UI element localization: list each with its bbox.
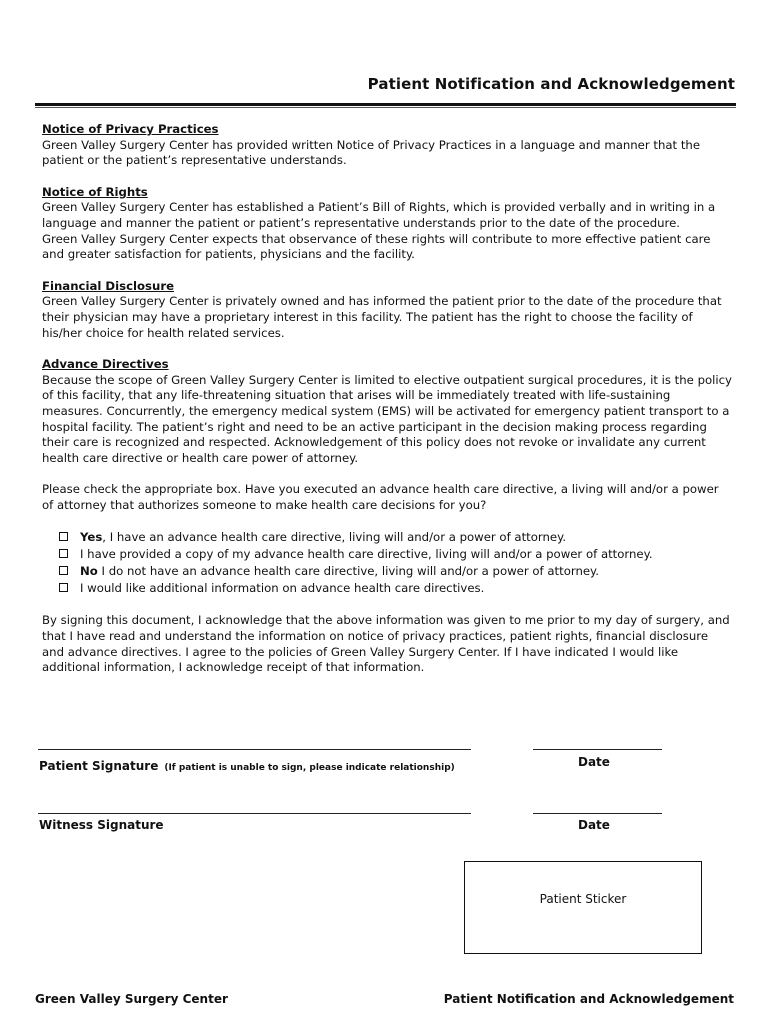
section-paragraph: Green Valley Surgery Center has established a Patient’s Bill of Rights, which is provided verbally and in writing in a language and manner the patient or patient’s representative understands prior to the date of the procedure. — [42, 200, 716, 230]
page-title: Patient Notification and Acknowledgement — [367, 75, 735, 93]
footer-organization: Green Valley Surgery Center — [35, 992, 228, 1006]
section-paragraph: Green Valley Surgery Center is privately owned and has informed the patient prior to the date of the procedure that their physician may have a proprietary interest in this facility. The patient has the right to choose the facility of his/her choice for health related services. — [42, 294, 722, 340]
witness-signature-label: Witness Signature — [39, 818, 164, 832]
option-text: I would like additional information on advance health care directives. — [80, 581, 485, 596]
patient-signature-label: Patient Signature — [39, 759, 159, 773]
section-paragraph: Green Valley Surgery Center has provided written Notice of Privacy Practices in a language and manner that the patient or the patient’s representative understands. — [42, 137, 701, 168]
footer-document-title: Patient Notification and Acknowledgement — [443, 992, 734, 1006]
section-financial-disclosure — [42, 279, 732, 341]
checkbox-icon[interactable] — [59, 549, 68, 558]
section-heading: Notice of Rights — [42, 184, 148, 199]
section-heading: Notice of Privacy Practices — [42, 122, 219, 136]
directive-question: Please check the appropriate box. Have you executed an advance health care directive, a living will and/or a power of attorney that authorizes someone to make health care decisions for you? — [42, 482, 719, 512]
section-heading: Advance Directives — [42, 357, 169, 372]
checkbox-icon[interactable] — [59, 583, 68, 592]
patient-date-line[interactable] — [533, 749, 662, 750]
option-text: I do not have an advance health care directive, living will and/or a power of attorney. — [97, 564, 600, 579]
patient-signature-note: (If patient is unable to sign, please indicate relationship) — [164, 763, 455, 773]
section-rights — [42, 185, 732, 263]
acknowledgement-text: By signing this document, I acknowledge that the above information was given to me prior to my day of surgery, and that I have read and understand the information on notice of privacy practices, patient rights, financial disclosure and advance directives. I agree to the policies of Green Valley Surgery Center. If I have indicated I would like additional information, I acknowledge receipt of that information. — [42, 613, 730, 675]
checkbox-icon[interactable] — [59, 566, 68, 575]
section-paragraph: Because the scope of Green Valley Surgery Center is limited to elective outpatient surgical procedures, it is the policy of this facility, that any life-threatening situation that arises will be immediately treated with life-sustaining measures. Concurrently, the emergency medical system (EMS) will be activated for emergency patient transport to a hospital facility. The patient’s right and need to be an active participant in the decision making process regarding their care is recognized and respected. Acknowledgement of this policy does not revoke or invalidate any current health care directive or health care power of attorney. — [42, 372, 732, 465]
section-privacy-practices — [42, 122, 732, 169]
option-yes-directive[interactable] — [57, 529, 732, 546]
patient-signature-label-group — [39, 755, 455, 774]
option-text: , I have an advance health care directive, living will and/or a power of attorney. — [102, 530, 567, 545]
option-provided-copy[interactable] — [57, 546, 732, 563]
checkbox-icon[interactable] — [59, 532, 68, 541]
patient-sticker-box — [464, 861, 702, 954]
option-bold-label: No — [80, 564, 98, 579]
option-bold-label: Yes — [80, 530, 103, 545]
section-advance-directives — [42, 357, 732, 466]
header-rule — [35, 103, 736, 106]
option-no-directive[interactable] — [57, 563, 732, 580]
option-text: I have provided a copy of my advance health care directive, living will and/or a power of attorney. — [80, 547, 653, 562]
patient-signature-line[interactable] — [38, 749, 471, 750]
witness-date-line[interactable] — [533, 813, 662, 814]
document-body — [42, 122, 732, 676]
directive-options — [42, 529, 732, 597]
patient-sticker-label: Patient Sticker — [539, 892, 627, 906]
option-additional-info[interactable] — [57, 580, 732, 597]
witness-signature-line[interactable] — [38, 813, 471, 814]
section-heading: Financial Disclosure — [42, 278, 175, 293]
section-paragraph: Green Valley Surgery Center expects that observance of these rights will contribute to more effective patient care and greater satisfaction for patients, physicians and the facility. — [42, 231, 711, 262]
header-rule-thin — [35, 107, 736, 108]
witness-date-label: Date — [578, 818, 610, 832]
patient-date-label: Date — [578, 755, 610, 769]
